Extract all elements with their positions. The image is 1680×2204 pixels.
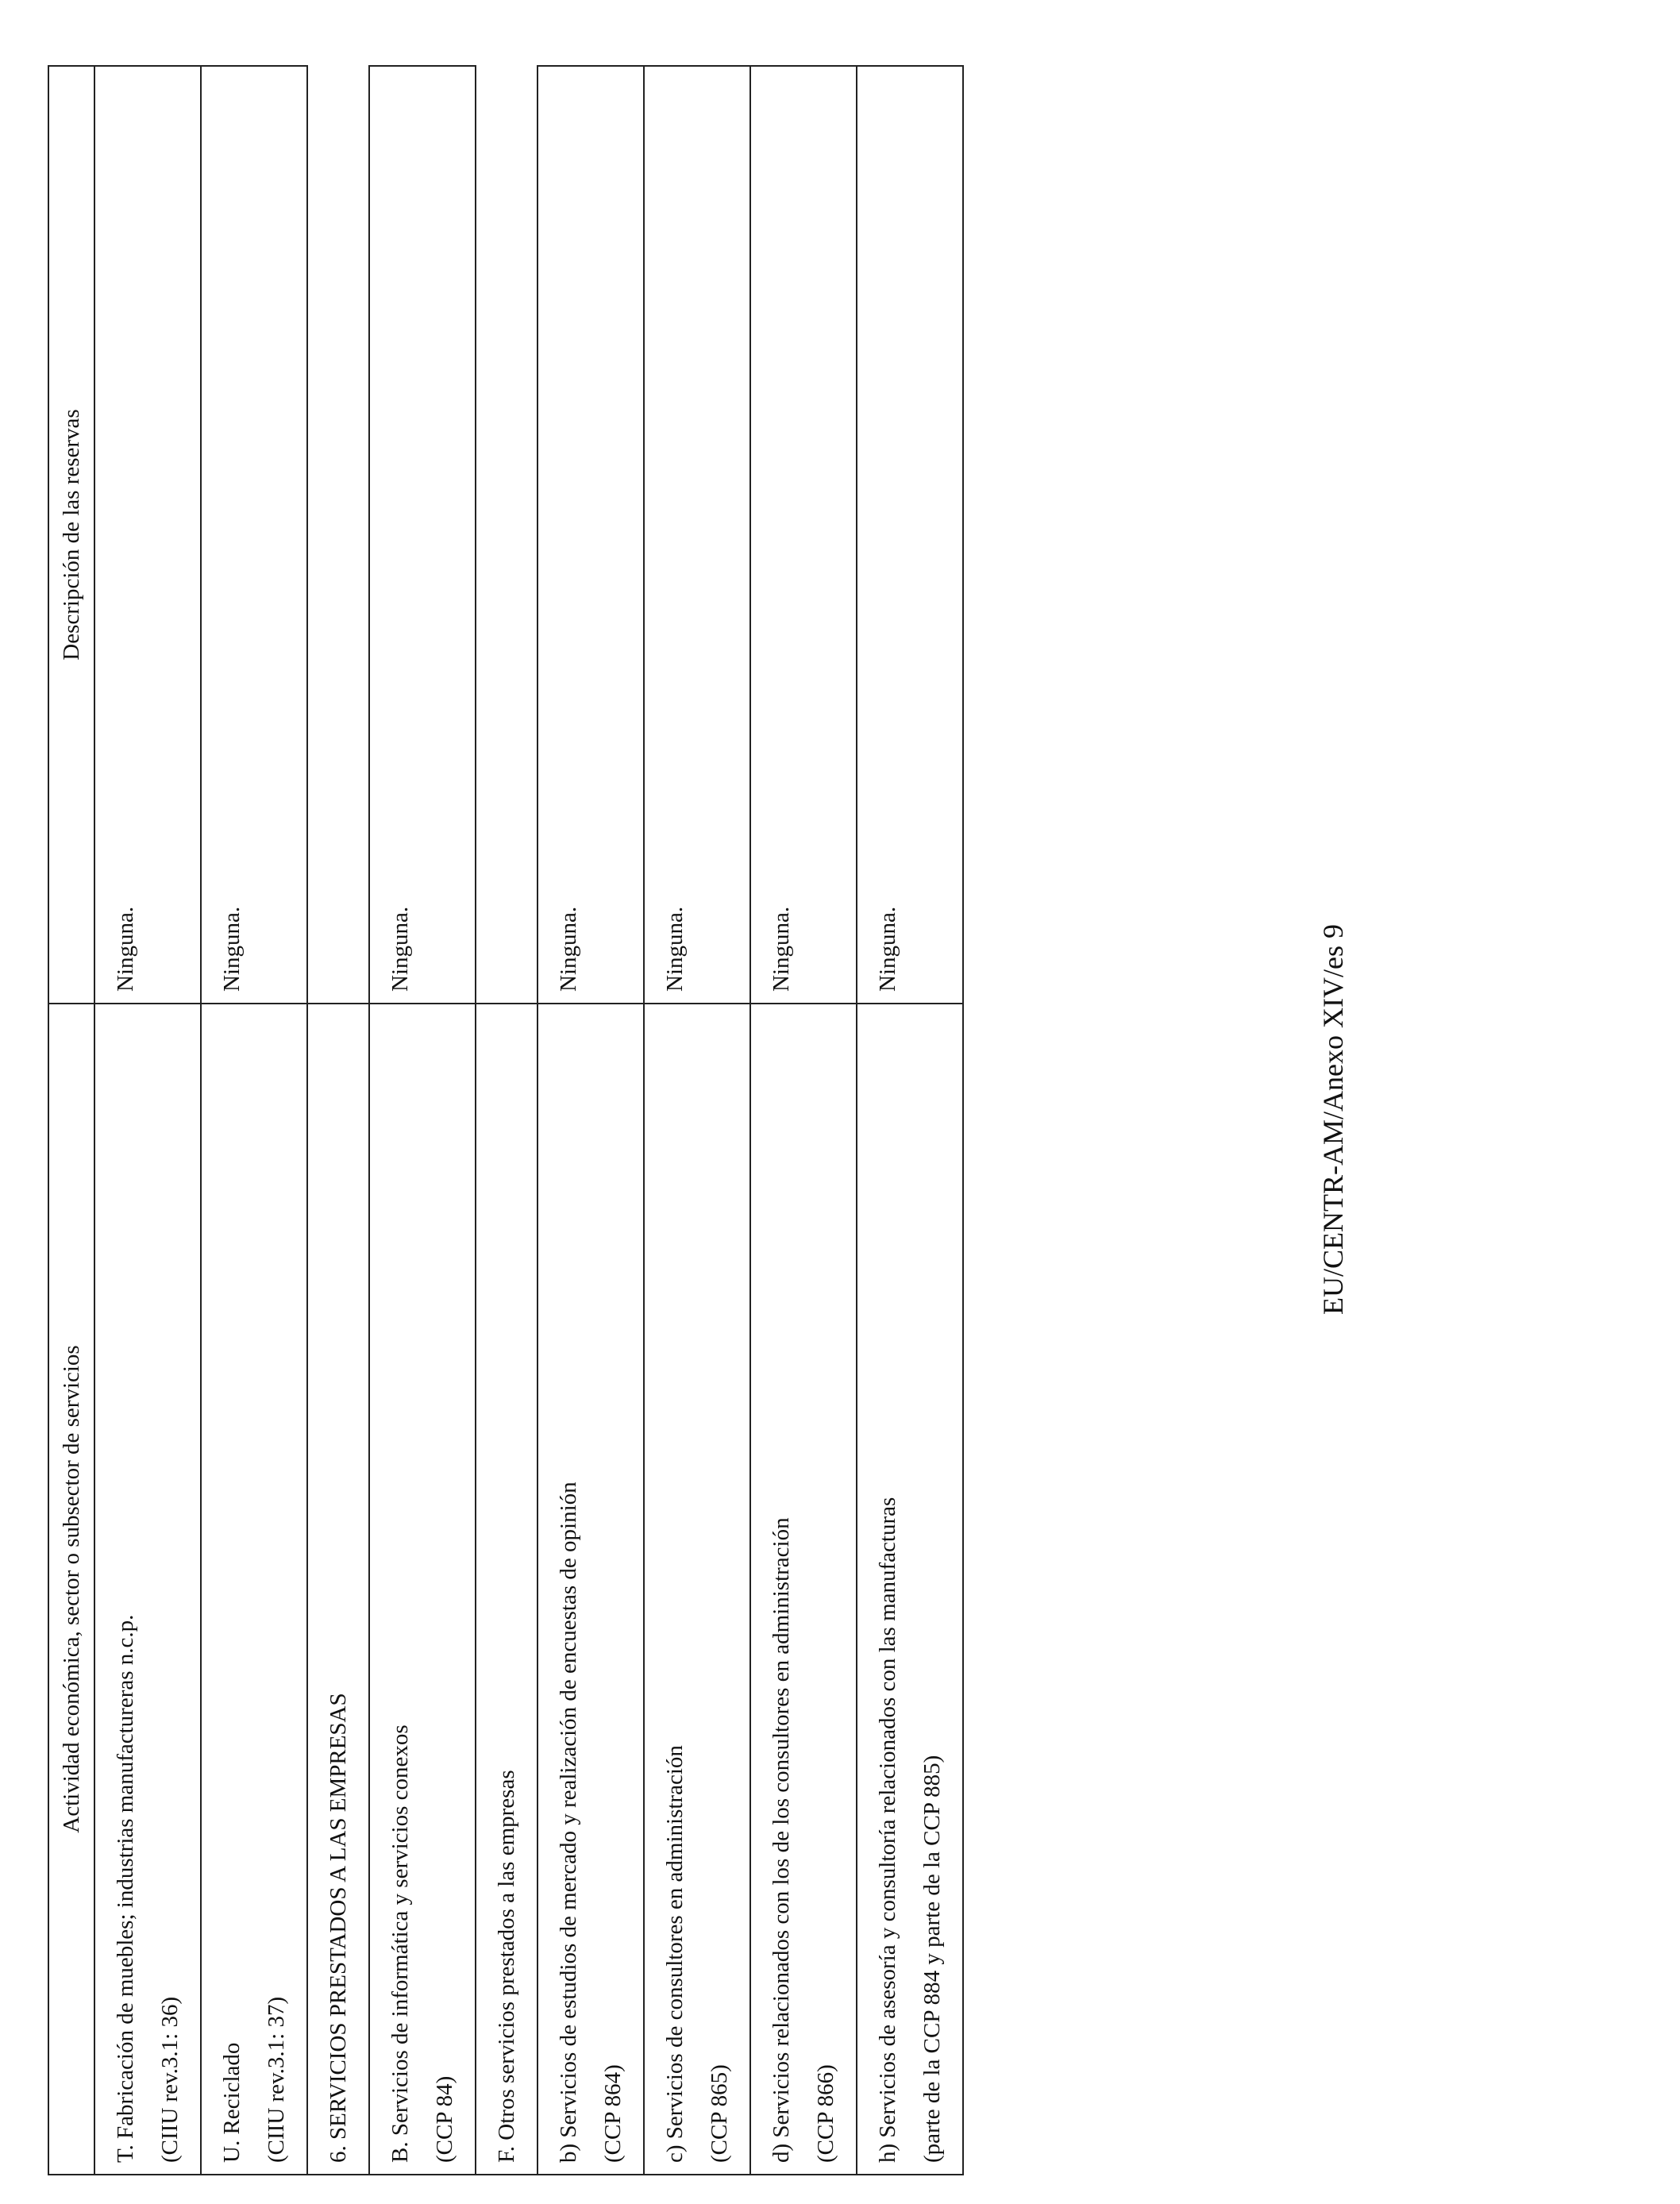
- table-row: [369, 66, 476, 2175]
- activity-cell: [94, 1004, 201, 2175]
- header-description: Descripción de las reservas: [48, 66, 94, 1004]
- activity-cell: [369, 1004, 476, 2175]
- activity-code: (CIIU rev.3.1: 37): [264, 1996, 289, 2163]
- activity-name: T. Fabricación de muebles; industrias manufactureras n.c.p.: [113, 1614, 138, 2163]
- activity-name: c) Servicios de consultores en administración: [662, 1745, 688, 2163]
- activity-cell: [857, 1004, 963, 2175]
- activity-code: (CCP 866): [813, 2064, 838, 2163]
- activity-code: (CCP 864): [600, 2064, 626, 2163]
- reserva-cell: Ninguna.: [857, 66, 963, 1004]
- table-row: [644, 66, 750, 2175]
- activity-cell: [750, 1004, 857, 2175]
- activity-code: (parte de la CCP 884 y parte de la CCP 885): [919, 1755, 945, 2163]
- reserva-cell: Ninguna.: [644, 66, 750, 1004]
- table-row: [538, 66, 644, 2175]
- header-activity: Actividad económica, sector o subsector de servicios: [48, 1004, 94, 2175]
- rotated-page: [0, 48, 1651, 2191]
- activity-cell: [538, 1004, 644, 2175]
- table-row: [857, 66, 963, 2175]
- reserva-cell: Ninguna.: [94, 66, 201, 1004]
- activity-code: (CCP 865): [707, 2064, 732, 2163]
- activity-cell: [201, 1004, 307, 2175]
- reserva-cell: Ninguna.: [369, 66, 476, 1004]
- section-heading: 6. SERVICIOS PRESTADOS A LAS EMPRESAS: [307, 1004, 369, 2175]
- empty-cell: [476, 66, 538, 1004]
- activity-name: B. Servicios de informática y servicios conexos: [387, 1724, 413, 2163]
- section-row: [476, 66, 538, 2175]
- section-heading: F. Otros servicios prestados a las empresas: [476, 1004, 538, 2175]
- reserva-cell: Ninguna.: [201, 66, 307, 1004]
- activity-code: (CCP 84): [432, 2075, 457, 2163]
- table-row: [750, 66, 857, 2175]
- table-header-row: [48, 66, 94, 2175]
- section-row: [307, 66, 369, 2175]
- activity-code: (CIIU rev.3.1: 36): [157, 1996, 183, 2163]
- activity-name: U. Reciclado: [219, 2042, 245, 2163]
- reservations-table: [48, 65, 964, 2175]
- activity-name: h) Servicios de asesoría y consultoría relacionados con las manufacturas: [875, 1497, 900, 2163]
- table-row: [201, 66, 307, 2175]
- page-footer: EU/CENTR-AM/Anexo XIV/es 9: [1317, 924, 1349, 1315]
- reserva-cell: Ninguna.: [750, 66, 857, 1004]
- reserva-cell: Ninguna.: [538, 66, 644, 1004]
- activity-name: b) Servicios de estudios de mercado y realización de encuestas de opinión: [556, 1482, 581, 2163]
- activity-name: d) Servicios relacionados con los de los consultores en administración: [769, 1517, 794, 2163]
- table-row: [94, 66, 201, 2175]
- empty-cell: [307, 66, 369, 1004]
- activity-cell: [644, 1004, 750, 2175]
